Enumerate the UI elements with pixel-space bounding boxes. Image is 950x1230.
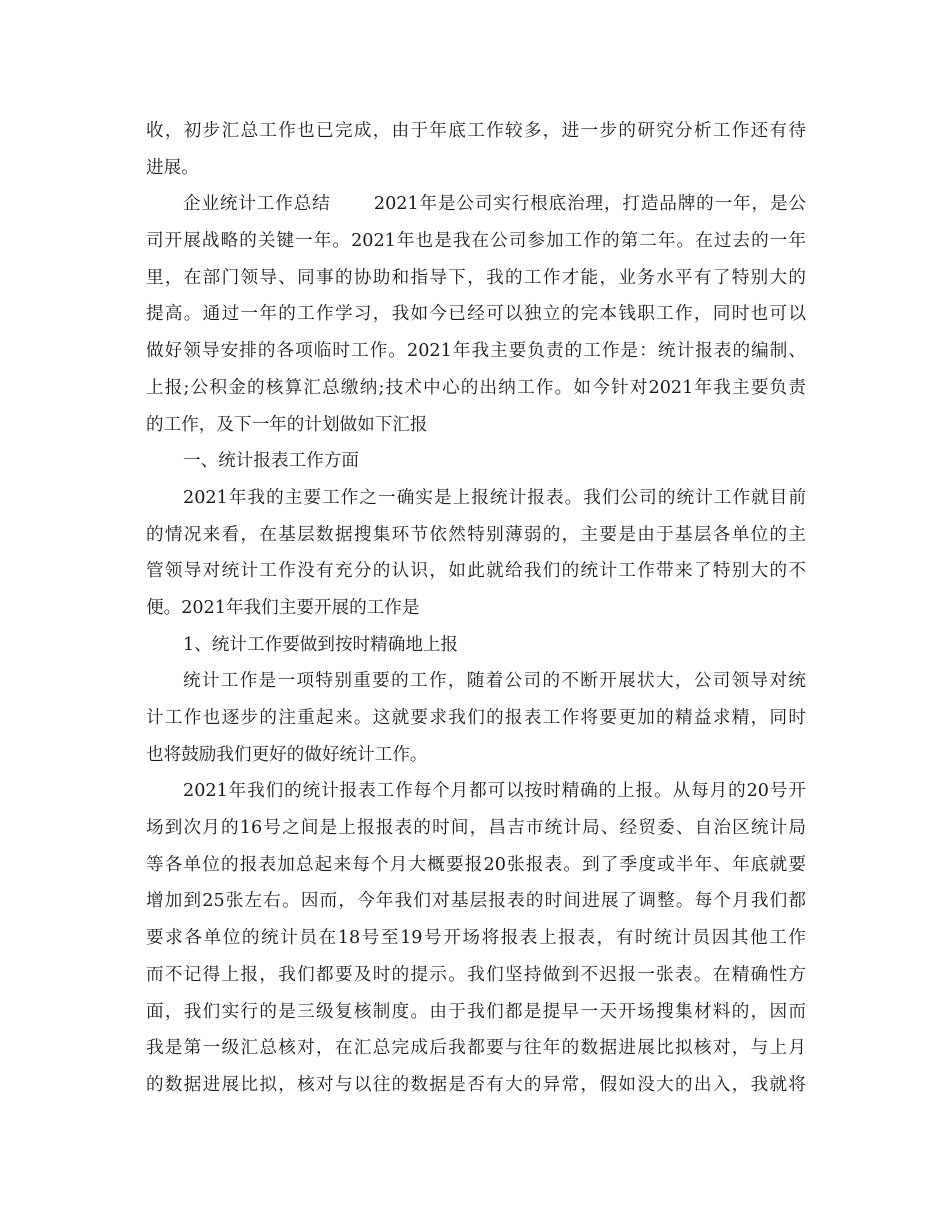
text-line: 要求各单位的统计员在18号至19号开场将报表上报表，有时统计员因其他工作: [146, 928, 806, 949]
text-line: 1、统计工作要做到按时精确地上报: [183, 634, 459, 655]
text-line: 计工作也逐步的注重起来。这就要求我们的报表工作将要更加的精益求精，同时: [146, 708, 806, 728]
text-line: 增加到25张左右。因而，今年我们对基层报表的时间进展了调整。每个月我们都: [146, 891, 806, 912]
text-line: 上报;公积金的核算汇总缴纳;技术中心的出纳工作。如今针对2021年我主要负责: [146, 377, 806, 398]
document-body: [146, 113, 806, 1104]
text-line: 便。2021年我们主要开展的工作是: [146, 597, 420, 618]
text-line: 等各单位的报表加总起来每个月大概要报20张报表。到了季度或半年、年底就要: [146, 854, 806, 875]
text-line: 里，在部门领导、同事的协助和指导下，我的工作才能，业务水平有了特别大的: [146, 267, 806, 288]
text-line: 企业统计工作总结 2021年是公司实行根底治理，打造品牌的一年，是公: [183, 194, 806, 215]
text-line: 的工作，及下一年的计划做如下汇报: [146, 414, 428, 435]
text-line: 我是第一级汇总核对，在汇总完成后我都要与往年的数据进展比拟核对，与上月: [146, 1038, 806, 1059]
text-line: 而不记得上报，我们都要及时的提示。我们坚持做到不迟报一张表。在精确性方: [146, 964, 806, 985]
text-line: 面，我们实行的是三级复核制度。由于我们都是提早一天开场搜集材料的，因而: [146, 1001, 806, 1022]
text-line: 2021年我们的统计报表工作每个月都可以按时精确的上报。从每月的20号开: [183, 781, 806, 802]
text-line: 司开展战略的关键一年。2021年也是我在公司参加工作的第二年。在过去的一年: [146, 231, 806, 252]
text-line: 收，初步汇总工作也已完成，由于年底工作较多，进一步的研究分析工作还有待: [146, 121, 806, 141]
text-line: 一、统计报表工作方面: [183, 451, 359, 472]
text-line: 场到次月的16号之间是上报报表的时间，昌吉市统计局、经贸委、自治区统计局: [146, 818, 806, 839]
text-line: 的情况来看，在基层数据搜集环节依然特别薄弱的，主要是由于基层各单位的主: [146, 524, 806, 545]
text-line: 的数据进展比拟，核对与以往的数据是否有大的异常，假如没大的出入，我就将: [146, 1074, 806, 1095]
text-line: 进展。: [146, 157, 199, 178]
text-line: 做好领导安排的各项临时工作。2021年我主要负责的工作是：统计报表的编制、: [146, 341, 806, 362]
text-line: 也将鼓励我们更好的做好统计工作。: [146, 744, 428, 765]
text-line: 统计工作是一项特别重要的工作，随着公司的不断开展状大，公司领导对统: [183, 671, 806, 692]
text-line: 2021年我的主要工作之一确实是上报统计报表。我们公司的统计工作就目前: [183, 487, 806, 508]
text-line: 管领导对统计工作没有充分的认识，如此就给我们的统计工作带来了特别大的不: [146, 561, 806, 582]
text-line: 提高。通过一年的工作学习，我如今已经可以独立的完本钱职工作，同时也可以: [146, 304, 806, 325]
